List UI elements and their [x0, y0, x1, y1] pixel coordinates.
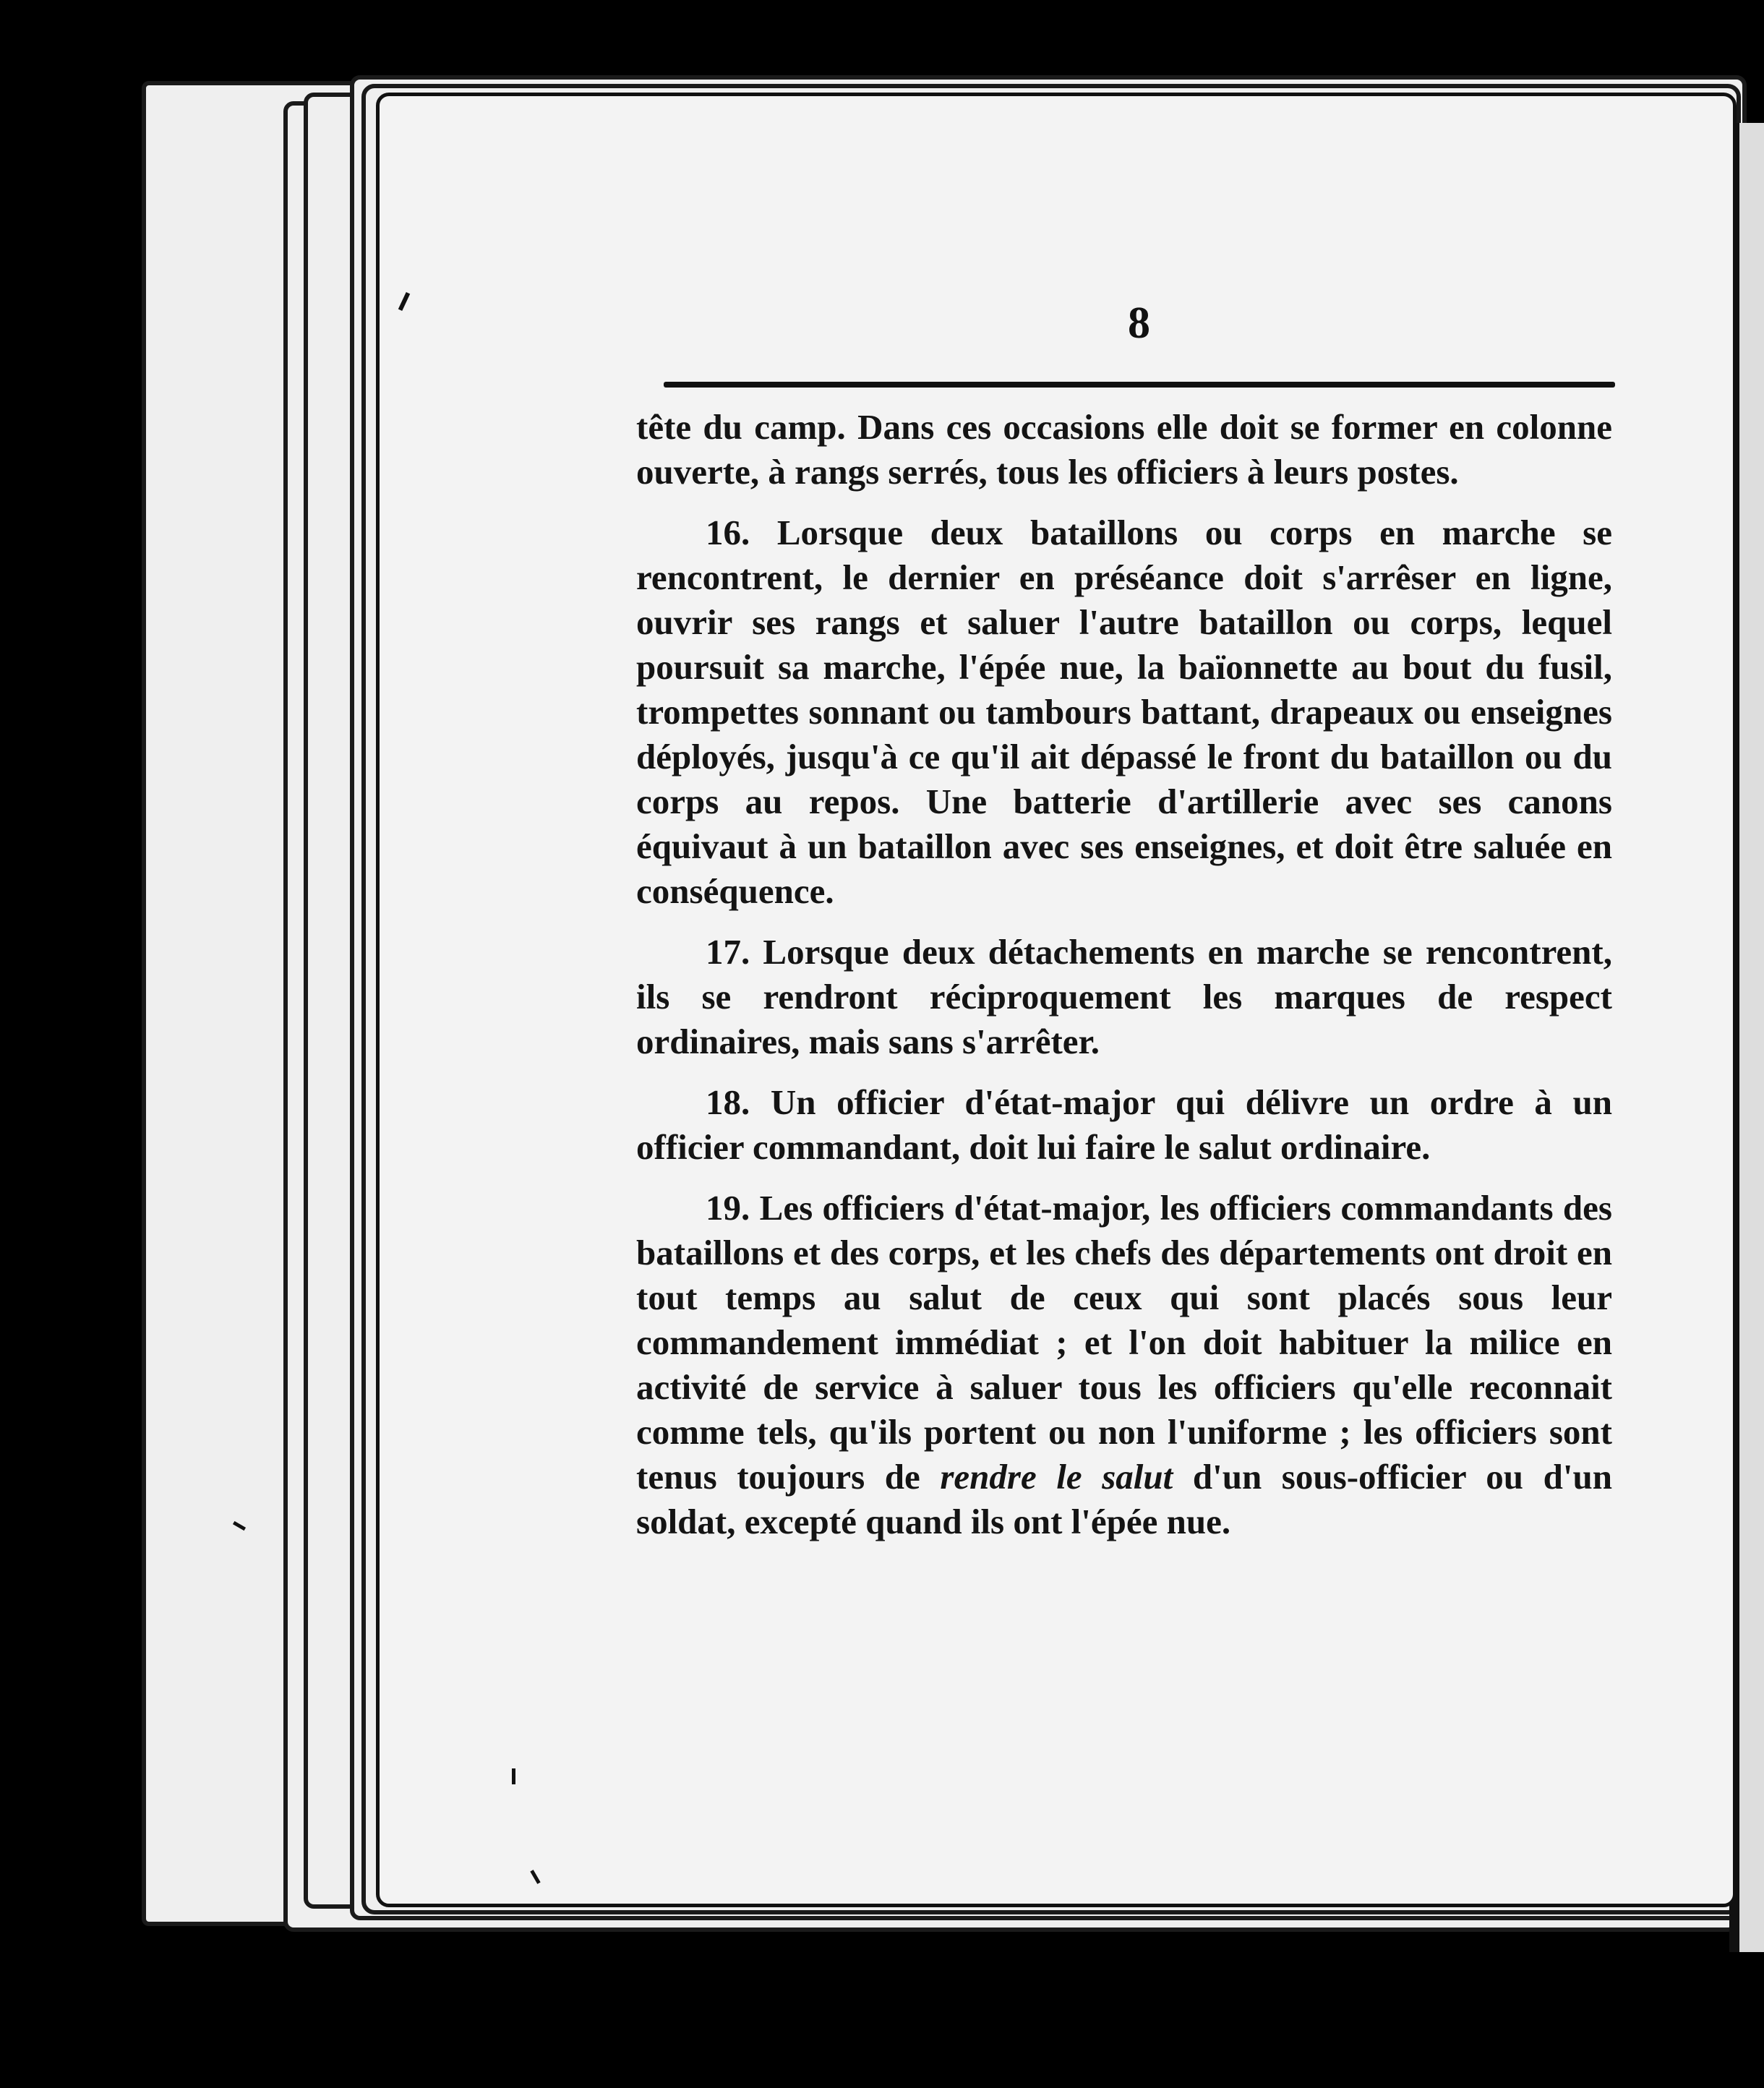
- scan-speck: [512, 1768, 515, 1784]
- paragraph-17: [636, 930, 1612, 1064]
- paragraph-number: 19.: [706, 1188, 750, 1228]
- page-number: 8: [1128, 299, 1150, 348]
- header-rule: [664, 382, 1615, 388]
- paragraph-text: tête du camp. Dans ces occasions elle doit se former en colonne ouverte, à rangs serrés, tous les officiers à leurs postes.: [636, 407, 1612, 492]
- paragraph-16: [636, 510, 1612, 914]
- paragraph-number: 17.: [706, 932, 750, 972]
- italic-phrase: rendre le salut: [940, 1457, 1173, 1497]
- paragraph-number: 18.: [706, 1082, 750, 1122]
- paragraph-19: [636, 1186, 1612, 1544]
- paragraph-text: Les officiers d'état-major, les officiers commandants des bataillons et des corps, et les chefs des départements ont droit en tout temps au salut de ceux qui sont placés sous leur commandement immédiat ; et l'on doit habituer la milice en activité de service à saluer tous les officiers qu'elle reconnait comme tels, qu'ils portent ou non l'uniforme ; les officiers sont tenus toujours de: [636, 1188, 1612, 1497]
- paragraph-text: Un officier d'état-major qui délivre un ordre à un officier commandant, doit lui faire le salut ordinaire.: [636, 1082, 1613, 1167]
- paragraph-text: Lorsque deux bataillons ou corps en marche se rencontrent, le dernier en préséance doit s'arrêser en ligne, ouvrir ses rangs et saluer l'autre bataillon ou corps, lequel poursuit sa marche, l'épée nue, la baïonnette au bout du fusil, trompettes sonnant ou tambours battant, drapeaux ou enseignes déployés, jusqu'à ce qu'il ait dépassé le front du bataillon ou du corps au repos. Une batterie d'artillerie avec ses canons équivaut à un bataillon avec ses enseignes, et doit être saluée en conséquence.: [636, 513, 1612, 911]
- paragraph-number: 16.: [706, 513, 750, 552]
- paragraph-text: Lorsque deux détachements en marche se rencontrent, ils se rendront réciproquement les marques de respect ordinaires, mais sans s'arrêter.: [636, 932, 1613, 1061]
- paragraph-text: d'un sous-officier ou d'un soldat, excepté quand ils ont l'épée nue.: [636, 1457, 1613, 1541]
- paragraph-18: [636, 1080, 1612, 1170]
- paragraph-continuation: [636, 405, 1612, 495]
- page-body: [636, 405, 1612, 1560]
